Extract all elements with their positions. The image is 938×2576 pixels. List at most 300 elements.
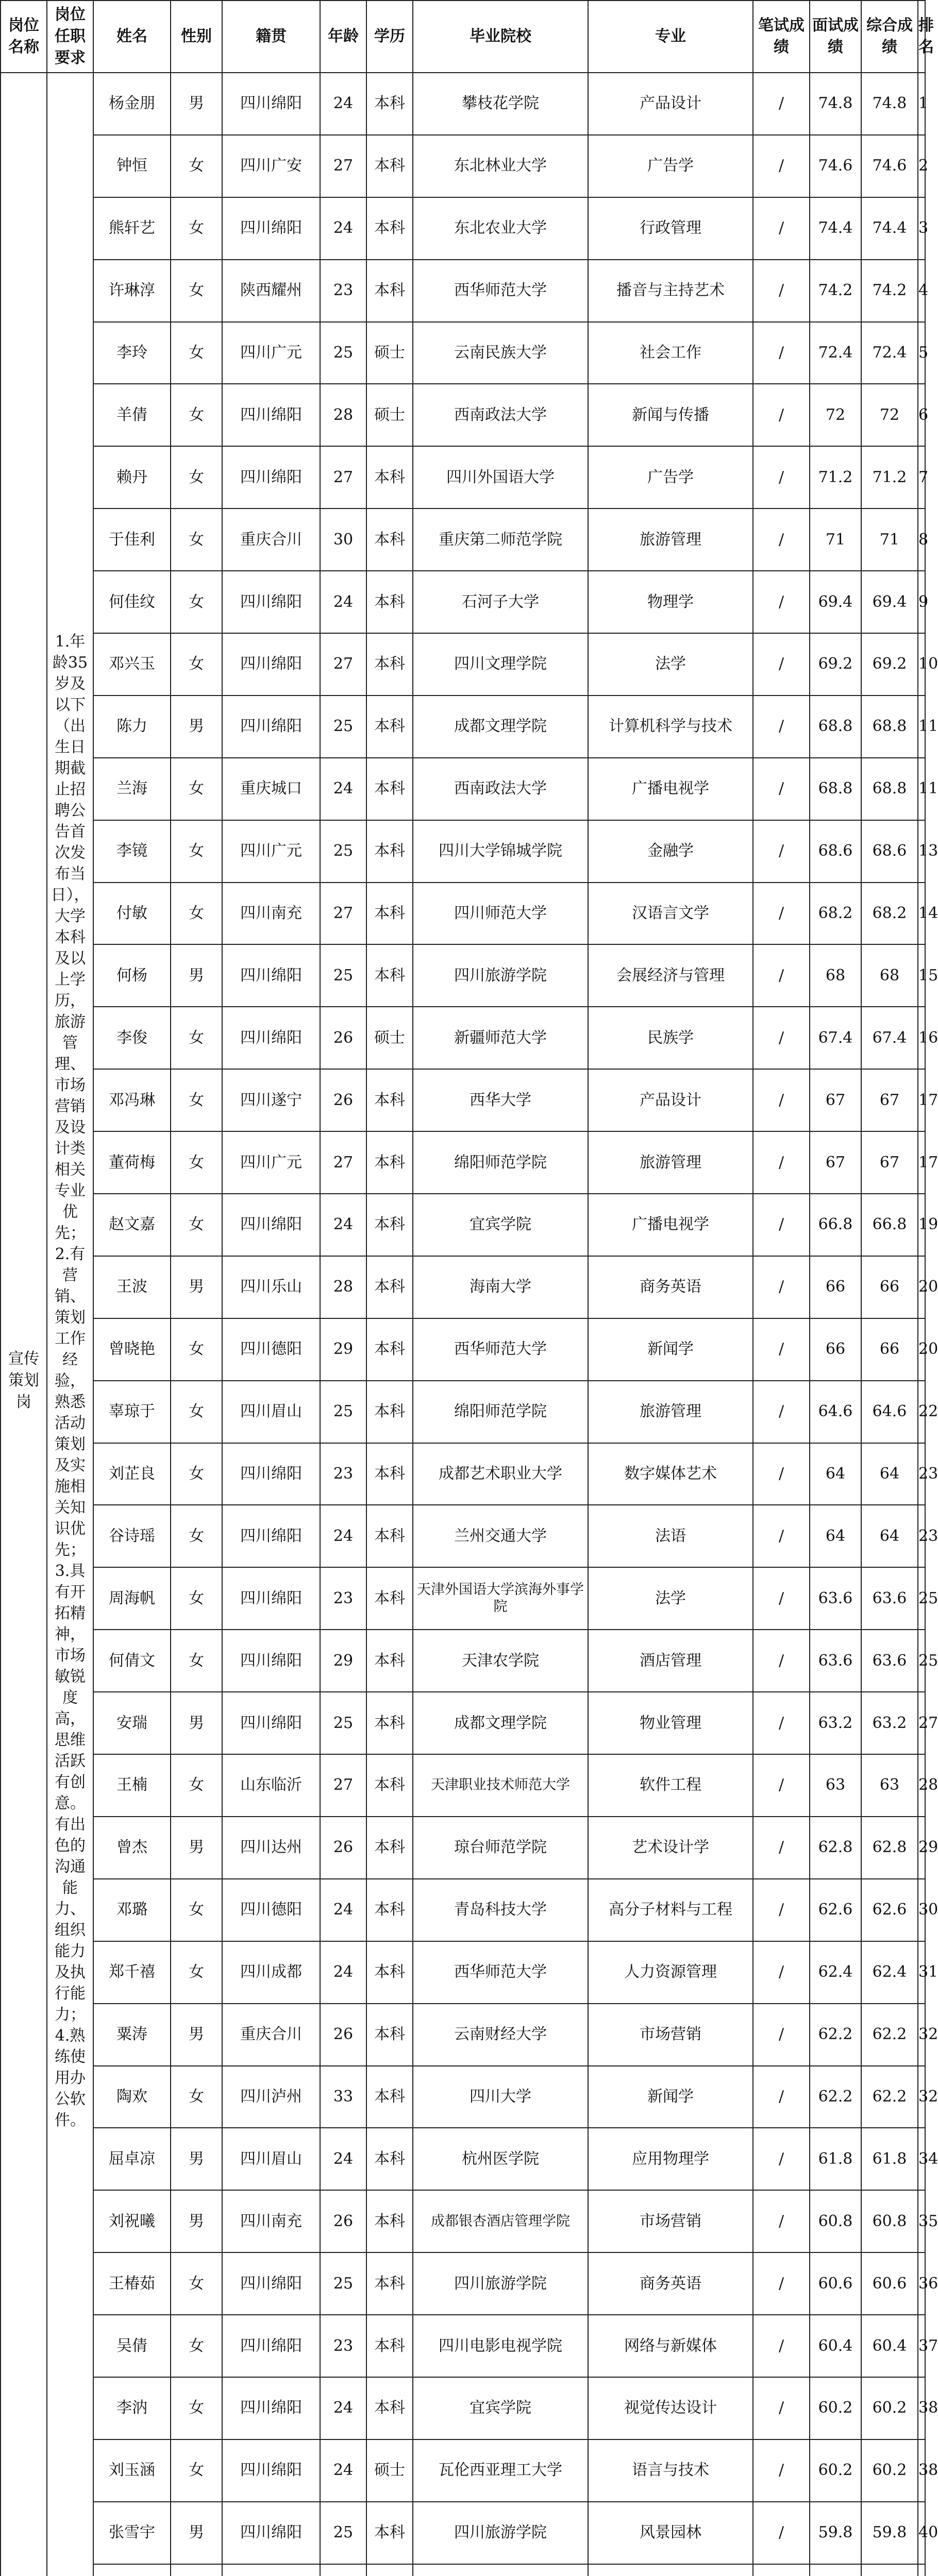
origin-cell: 四川绵阳 — [222, 197, 320, 260]
school-cell: 宜宾学院 — [413, 1194, 588, 1256]
table-row — [1, 820, 925, 883]
major-cell: 社会工作 — [588, 322, 753, 384]
interview-score-cell: 59.8 — [810, 2502, 861, 2564]
age-cell: 25 — [320, 696, 366, 758]
total-score-cell: 67 — [861, 1131, 918, 1194]
gender-cell: 女 — [171, 1131, 222, 1194]
education-cell: 本科 — [366, 883, 413, 945]
education-cell: 本科 — [366, 73, 413, 135]
age-cell: 26 — [320, 1817, 366, 1879]
gender-cell: 男 — [171, 1256, 222, 1318]
rank-cell: 38 — [918, 2439, 925, 2502]
written-score-cell: / — [753, 1754, 810, 1817]
gender-cell: 女 — [171, 1505, 222, 1567]
total-score-cell: 64 — [861, 1443, 918, 1505]
total-score-cell: 64 — [861, 1505, 918, 1567]
age-cell: 27 — [320, 1131, 366, 1194]
written-score-cell: / — [753, 696, 810, 758]
table-row — [1, 633, 925, 696]
education-cell: 本科 — [366, 1941, 413, 2004]
gender-cell: 女 — [171, 571, 222, 633]
school-cell: 西南政法大学 — [413, 384, 588, 446]
education-cell: 本科 — [366, 2252, 413, 2315]
age-cell: 24 — [320, 758, 366, 820]
school-cell: 石河子大学 — [413, 571, 588, 633]
age-cell: 24 — [320, 571, 366, 633]
major-cell: 法学 — [588, 633, 753, 696]
age-cell: 24 — [320, 2439, 366, 2502]
school-cell: 四川师范大学 — [413, 883, 588, 945]
total-score-cell: 66 — [861, 1318, 918, 1381]
rank-cell: 1 — [918, 73, 925, 135]
education-cell: 本科 — [366, 633, 413, 696]
school-cell: 四川电影电视学院 — [413, 2315, 588, 2377]
rank-cell: 2 — [918, 135, 925, 197]
school-cell: 东北林业大学 — [413, 135, 588, 197]
table-row — [1, 1381, 925, 1443]
age-cell: 27 — [320, 135, 366, 197]
age-cell: 26 — [320, 2190, 366, 2252]
written-score-cell: / — [753, 571, 810, 633]
major-cell: 广告学 — [588, 446, 753, 509]
gender-cell: 男 — [171, 2004, 222, 2066]
origin-cell: 四川绵阳 — [222, 446, 320, 509]
name-cell: 于佳利 — [93, 509, 171, 571]
gender-cell: 男 — [171, 696, 222, 758]
education-cell: 本科 — [366, 944, 413, 1007]
origin-cell: 四川遂宁 — [222, 1069, 320, 1131]
interview-score-cell: 66 — [810, 1318, 861, 1381]
gender-cell: 女 — [171, 509, 222, 571]
major-cell: 网络与新媒体 — [588, 2315, 753, 2377]
written-score-cell — [753, 2564, 810, 2576]
rank-cell: 31 — [918, 1941, 925, 2004]
age-cell: 24 — [320, 1194, 366, 1256]
gender-cell: 女 — [171, 1069, 222, 1131]
total-score-cell: 63 — [861, 1754, 918, 1817]
school-cell: 四川旅游学院 — [413, 2252, 588, 2315]
table-body — [1, 73, 938, 2576]
school-cell: 西华大学 — [413, 1069, 588, 1131]
gender-cell: 男 — [171, 944, 222, 1007]
name-cell: 钟恒 — [93, 135, 171, 197]
major-cell: 商务英语 — [588, 2252, 753, 2315]
interview-score-cell: 62.2 — [810, 2066, 861, 2128]
age-cell: 23 — [320, 2315, 366, 2377]
rank-cell: 4 — [918, 260, 925, 322]
name-cell: 周海帆 — [93, 1567, 171, 1630]
school-cell: 东北农业大学 — [413, 197, 588, 260]
rank-cell: 23 — [918, 1443, 925, 1505]
gender-cell: 女 — [171, 1630, 222, 1692]
table-row — [1, 2252, 925, 2315]
total-score-cell: 72.4 — [861, 322, 918, 384]
total-score-cell: 64.6 — [861, 1381, 918, 1443]
rank-cell: 40 — [918, 2502, 925, 2564]
major-cell: 数字媒体艺术 — [588, 1443, 753, 1505]
major-cell: 人力资源管理 — [588, 1941, 753, 2004]
header-written-score: 笔试成绩 — [753, 1, 810, 73]
education-cell: 本科 — [366, 1879, 413, 1941]
rank-cell: 16 — [918, 1007, 925, 1069]
major-cell: 广告学 — [588, 135, 753, 197]
education-cell: 本科 — [366, 2066, 413, 2128]
name-cell: 吴倩 — [93, 2315, 171, 2377]
name-cell: 王楠 — [93, 1754, 171, 1817]
header-post-name: 岗位名称 — [1, 1, 47, 73]
header-rank: 排名 — [918, 1, 925, 73]
table-row — [1, 1443, 925, 1505]
gender-cell — [171, 2564, 222, 2576]
major-cell: 会展经济与管理 — [588, 944, 753, 1007]
interview-score-cell: 62.4 — [810, 1941, 861, 2004]
education-cell: 本科 — [366, 1069, 413, 1131]
name-cell: 许琳淳 — [93, 260, 171, 322]
header-total-score: 综合成绩 — [861, 1, 918, 73]
table-row — [1, 2315, 925, 2377]
table-row — [1, 1817, 925, 1879]
origin-cell: 重庆合川 — [222, 509, 320, 571]
name-cell — [93, 2564, 171, 2576]
major-cell: 商务英语 — [588, 1256, 753, 1318]
written-score-cell: / — [753, 1443, 810, 1505]
major-cell: 旅游管理 — [588, 1381, 753, 1443]
header-gender: 性别 — [171, 1, 222, 73]
education-cell: 本科 — [366, 1817, 413, 1879]
table-row — [1, 260, 925, 322]
rank-cell: 25 — [918, 1630, 925, 1692]
origin-cell: 四川绵阳 — [222, 1007, 320, 1069]
name-cell: 李俊 — [93, 1007, 171, 1069]
age-cell: 25 — [320, 322, 366, 384]
interview-score-cell: 63 — [810, 1754, 861, 1817]
age-cell: 25 — [320, 1692, 366, 1754]
school-cell: 攀枝花学院 — [413, 73, 588, 135]
header-school: 毕业院校 — [413, 1, 588, 73]
interview-score-cell: 72 — [810, 384, 861, 446]
origin-cell: 四川眉山 — [222, 1381, 320, 1443]
origin-cell: 陕西耀州 — [222, 260, 320, 322]
origin-cell: 四川绵阳 — [222, 384, 320, 446]
major-cell: 酒店管理 — [588, 1630, 753, 1692]
major-cell: 新闻与传播 — [588, 384, 753, 446]
rank-cell: 10 — [918, 633, 925, 696]
interview-score-cell: 64 — [810, 1443, 861, 1505]
total-score-cell: 74.6 — [861, 135, 918, 197]
gender-cell: 男 — [171, 1817, 222, 1879]
total-score-cell: 69.4 — [861, 571, 918, 633]
rank-cell: 11 — [918, 758, 925, 820]
total-score-cell: 60.8 — [861, 2190, 918, 2252]
school-cell: 四川文理学院 — [413, 633, 588, 696]
age-cell: 23 — [320, 1443, 366, 1505]
interview-score-cell: 64.6 — [810, 1381, 861, 1443]
table-row — [1, 1194, 925, 1256]
education-cell: 硕士 — [366, 2439, 413, 2502]
table-row — [1, 509, 925, 571]
major-cell: 旅游管理 — [588, 509, 753, 571]
total-score-cell: 72 — [861, 384, 918, 446]
school-cell: 西华师范大学 — [413, 260, 588, 322]
major-cell: 法学 — [588, 1567, 753, 1630]
total-score-cell: 69.2 — [861, 633, 918, 696]
age-cell: 30 — [320, 509, 366, 571]
table-row — [1, 322, 925, 384]
rank-cell: 28 — [918, 1754, 925, 1817]
origin-cell: 四川绵阳 — [222, 633, 320, 696]
name-cell: 何杨 — [93, 944, 171, 1007]
school-cell: 新疆师范大学 — [413, 1007, 588, 1069]
gender-cell: 女 — [171, 2377, 222, 2439]
major-cell: 软件工程 — [588, 1754, 753, 1817]
major-cell: 语言与技术 — [588, 2439, 753, 2502]
major-cell: 市场营销 — [588, 2004, 753, 2066]
interview-score-cell: 66.8 — [810, 1194, 861, 1256]
table-row — [1, 944, 925, 1007]
header-row — [1, 1, 925, 73]
interview-score-cell: 69.4 — [810, 571, 861, 633]
education-cell: 本科 — [366, 1381, 413, 1443]
written-score-cell: / — [753, 820, 810, 883]
table-row — [1, 2502, 925, 2564]
gender-cell: 女 — [171, 1941, 222, 2004]
written-score-cell: / — [753, 2004, 810, 2066]
major-cell: 民族学 — [588, 1007, 753, 1069]
gender-cell: 女 — [171, 1007, 222, 1069]
school-cell: 杭州医学院 — [413, 2128, 588, 2190]
age-cell: 27 — [320, 446, 366, 509]
gender-cell: 女 — [171, 1754, 222, 1817]
education-cell: 本科 — [366, 758, 413, 820]
name-cell: 刘玉涵 — [93, 2439, 171, 2502]
gender-cell: 女 — [171, 322, 222, 384]
interview-score-cell: 67 — [810, 1069, 861, 1131]
name-cell: 刘祝曦 — [93, 2190, 171, 2252]
rank-cell: 22 — [918, 1381, 925, 1443]
rank-cell: 38 — [918, 2377, 925, 2439]
header-age: 年龄 — [320, 1, 366, 73]
interview-score-cell — [810, 2564, 861, 2576]
education-cell: 本科 — [366, 820, 413, 883]
origin-cell: 四川绵阳 — [222, 696, 320, 758]
school-cell: 成都银杏酒店管理学院 — [413, 2190, 588, 2252]
header-origin: 籍贯 — [222, 1, 320, 73]
school-cell: 成都文理学院 — [413, 1692, 588, 1754]
age-cell: 26 — [320, 1069, 366, 1131]
school-cell: 成都艺术职业大学 — [413, 1443, 588, 1505]
written-score-cell: / — [753, 1567, 810, 1630]
major-cell: 旅游管理 — [588, 1131, 753, 1194]
gender-cell: 男 — [171, 2128, 222, 2190]
total-score-cell — [861, 2564, 918, 2576]
name-cell: 粟涛 — [93, 2004, 171, 2066]
interview-score-cell: 68.8 — [810, 696, 861, 758]
school-cell: 西华师范大学 — [413, 1318, 588, 1381]
written-score-cell: / — [753, 509, 810, 571]
age-cell: 28 — [320, 1256, 366, 1318]
written-score-cell: / — [753, 633, 810, 696]
interview-score-cell: 62.2 — [810, 2004, 861, 2066]
school-cell: 四川旅游学院 — [413, 944, 588, 1007]
origin-cell: 四川绵阳 — [222, 2502, 320, 2564]
age-cell: 24 — [320, 1941, 366, 2004]
school-cell: 海南大学 — [413, 1256, 588, 1318]
school-cell: 西南政法大学 — [413, 758, 588, 820]
major-cell: 市场营销 — [588, 2190, 753, 2252]
age-cell — [320, 2564, 366, 2576]
name-cell: 董荷梅 — [93, 1131, 171, 1194]
total-score-cell: 63.6 — [861, 1630, 918, 1692]
major-cell: 法语 — [588, 1505, 753, 1567]
school-cell: 西华师范大学 — [413, 1941, 588, 2004]
gender-cell: 女 — [171, 1879, 222, 1941]
gender-cell: 女 — [171, 2315, 222, 2377]
school-cell: 绵阳师范学院 — [413, 1381, 588, 1443]
table-row — [1, 758, 925, 820]
interview-score-cell: 68.8 — [810, 758, 861, 820]
written-score-cell: / — [753, 260, 810, 322]
age-cell: 27 — [320, 883, 366, 945]
total-score-cell: 67.4 — [861, 1007, 918, 1069]
major-cell: 金融学 — [588, 820, 753, 883]
age-cell: 25 — [320, 2252, 366, 2315]
age-cell: 33 — [320, 2066, 366, 2128]
written-score-cell: / — [753, 1692, 810, 1754]
name-cell: 杨金朋 — [93, 73, 171, 135]
rank-cell: 35 — [918, 2190, 925, 2252]
rank-cell: 20 — [918, 1256, 925, 1318]
table-row — [1, 2128, 925, 2190]
interview-score-cell: 68.6 — [810, 820, 861, 883]
name-cell: 曾晓艳 — [93, 1318, 171, 1381]
table-row — [1, 1692, 925, 1754]
total-score-cell: 60.6 — [861, 2252, 918, 2315]
header-post-requirement: 岗位任职要求 — [47, 1, 93, 73]
header-interview-score: 面试成绩 — [810, 1, 861, 73]
header-education: 学历 — [366, 1, 413, 73]
total-score-cell: 68 — [861, 944, 918, 1007]
table-row — [1, 1567, 925, 1630]
total-score-cell: 60.2 — [861, 2439, 918, 2502]
major-cell: 播音与主持艺术 — [588, 260, 753, 322]
gender-cell: 男 — [171, 73, 222, 135]
origin-cell: 四川绵阳 — [222, 1194, 320, 1256]
school-cell: 云南民族大学 — [413, 322, 588, 384]
written-score-cell: / — [753, 1256, 810, 1318]
age-cell: 23 — [320, 1567, 366, 1630]
school-cell: 云南财经大学 — [413, 2004, 588, 2066]
interview-score-cell: 60.2 — [810, 2377, 861, 2439]
origin-cell — [222, 2564, 320, 2576]
rank-cell: 6 — [918, 384, 925, 446]
table-row — [1, 1318, 925, 1381]
education-cell: 硕士 — [366, 384, 413, 446]
education-cell — [366, 2564, 413, 2576]
interview-score-cell: 60.6 — [810, 2252, 861, 2315]
origin-cell: 四川绵阳 — [222, 2315, 320, 2377]
major-cell: 广播电视学 — [588, 1194, 753, 1256]
major-cell: 高分子材料与工程 — [588, 1879, 753, 1941]
name-cell: 付敏 — [93, 883, 171, 945]
written-score-cell: / — [753, 2377, 810, 2439]
school-cell: 天津职业技术师范大学 — [413, 1754, 588, 1817]
rank-cell: 30 — [918, 1879, 925, 1941]
gender-cell: 女 — [171, 883, 222, 945]
written-score-cell: / — [753, 1131, 810, 1194]
table-row — [1, 197, 925, 260]
written-score-cell: / — [753, 1194, 810, 1256]
origin-cell: 四川绵阳 — [222, 1692, 320, 1754]
origin-cell: 四川绵阳 — [222, 1443, 320, 1505]
age-cell: 24 — [320, 73, 366, 135]
table-row — [1, 2377, 925, 2439]
name-cell: 王椿茹 — [93, 2252, 171, 2315]
written-score-cell: / — [753, 1505, 810, 1567]
name-cell: 邓璐 — [93, 1879, 171, 1941]
interview-score-cell: 60.8 — [810, 2190, 861, 2252]
age-cell: 28 — [320, 384, 366, 446]
origin-cell: 四川广元 — [222, 1131, 320, 1194]
name-cell: 曾杰 — [93, 1817, 171, 1879]
origin-cell: 重庆城口 — [222, 758, 320, 820]
name-cell: 兰海 — [93, 758, 171, 820]
name-cell: 邓兴玉 — [93, 633, 171, 696]
age-cell: 26 — [320, 2004, 366, 2066]
major-cell — [588, 2564, 753, 2576]
origin-cell: 山东临沂 — [222, 1754, 320, 1817]
total-score-cell: 60.2 — [861, 2377, 918, 2439]
total-score-cell: 62.2 — [861, 2066, 918, 2128]
rank-cell: 7 — [918, 446, 925, 509]
gender-cell: 女 — [171, 633, 222, 696]
education-cell: 本科 — [366, 1567, 413, 1630]
education-cell: 本科 — [366, 1630, 413, 1692]
table-row — [1, 1754, 925, 1817]
name-cell: 邓冯琳 — [93, 1069, 171, 1131]
gender-cell: 女 — [171, 1318, 222, 1381]
origin-cell: 四川绵阳 — [222, 1567, 320, 1630]
origin-cell: 四川南充 — [222, 2190, 320, 2252]
written-score-cell: / — [753, 2128, 810, 2190]
origin-cell: 四川乐山 — [222, 1256, 320, 1318]
age-cell: 25 — [320, 1381, 366, 1443]
table-row — [1, 2564, 925, 2576]
table-row — [1, 135, 925, 197]
table-row — [1, 2066, 925, 2128]
rank-cell: 20 — [918, 1318, 925, 1381]
age-cell: 24 — [320, 1505, 366, 1567]
school-cell: 兰州交通大学 — [413, 1505, 588, 1567]
origin-cell: 四川南充 — [222, 883, 320, 945]
written-score-cell: / — [753, 2315, 810, 2377]
written-score-cell: / — [753, 73, 810, 135]
origin-cell: 四川德阳 — [222, 1879, 320, 1941]
age-cell: 25 — [320, 944, 366, 1007]
written-score-cell: / — [753, 1817, 810, 1879]
written-score-cell: / — [753, 1069, 810, 1131]
education-cell: 本科 — [366, 2502, 413, 2564]
major-cell: 广播电视学 — [588, 758, 753, 820]
origin-cell: 重庆合川 — [222, 2004, 320, 2066]
school-cell: 天津农学院 — [413, 1630, 588, 1692]
education-cell: 本科 — [366, 1318, 413, 1381]
education-cell: 硕士 — [366, 1007, 413, 1069]
gender-cell: 女 — [171, 197, 222, 260]
education-cell: 本科 — [366, 1692, 413, 1754]
total-score-cell: 63.6 — [861, 1567, 918, 1630]
interview-score-cell: 74.4 — [810, 197, 861, 260]
origin-cell: 四川广安 — [222, 135, 320, 197]
